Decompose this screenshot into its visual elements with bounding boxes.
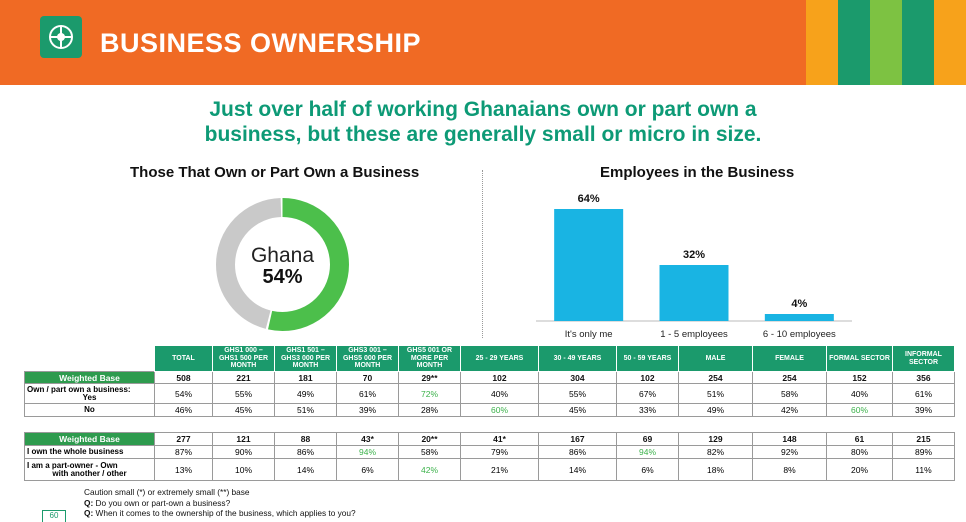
- table-cell: 356: [893, 372, 955, 384]
- row-label: No: [25, 404, 155, 417]
- table-cell: 45%: [213, 404, 275, 417]
- bar-section-title: Employees in the Business: [600, 164, 795, 181]
- header-pattern: [806, 0, 966, 85]
- col-header: 30 - 49 YEARS: [539, 346, 617, 372]
- table-cell: 508: [155, 372, 213, 384]
- table-cell: 55%: [539, 384, 617, 404]
- table-cell: 8%: [753, 459, 827, 481]
- table-cell: 82%: [679, 446, 753, 459]
- col-header: INFORMAL SECTOR: [893, 346, 955, 372]
- col-header: TOTAL: [155, 346, 213, 372]
- caution-note: Caution small (*) or extremely small (**) base: [84, 487, 250, 497]
- table-cell: 41*: [461, 433, 539, 446]
- old-mutual-logo-icon: [40, 16, 82, 58]
- header-blank-cell: [25, 346, 155, 372]
- table-cell: 51%: [679, 384, 753, 404]
- bar-value-label: 64%: [577, 193, 600, 205]
- table-cell: 94%: [617, 446, 679, 459]
- table-cell: 39%: [893, 404, 955, 417]
- table-cell: 86%: [539, 446, 617, 459]
- table-cell: 49%: [679, 404, 753, 417]
- col-header: GHS1 000 – GHS1 500 PER MONTH: [213, 346, 275, 372]
- question-text: When it comes to the ownership of the business, which applies to you?: [95, 508, 356, 518]
- table-cell: 42%: [753, 404, 827, 417]
- col-header: GHS3 001 – GHS5 000 PER MONTH: [337, 346, 399, 372]
- table-cell: 121: [213, 433, 275, 446]
- page-number: 60: [42, 510, 66, 522]
- table-cell: 49%: [275, 384, 337, 404]
- table-cell: 72%: [399, 384, 461, 404]
- table-row: [25, 404, 955, 417]
- table-cell: 61%: [893, 384, 955, 404]
- table-cell: 60%: [827, 404, 893, 417]
- bar-value-label: 4%: [791, 298, 808, 310]
- bar: [660, 265, 729, 321]
- table-cell: 86%: [275, 446, 337, 459]
- row-label-line-1: Own / part own a business:: [27, 384, 131, 394]
- row-label: [25, 459, 155, 481]
- bar: [554, 209, 623, 321]
- table-cell: 102: [461, 372, 539, 384]
- row-label: I own the whole business: [25, 446, 155, 459]
- bar: [765, 314, 834, 321]
- table-cell: 20%: [827, 459, 893, 481]
- employees-bar-chart: [536, 188, 852, 346]
- table-cell: 70: [337, 372, 399, 384]
- table-cell: 40%: [827, 384, 893, 404]
- table-cell: 215: [893, 433, 955, 446]
- table-cell: 152: [827, 372, 893, 384]
- question-prefix: Q:: [84, 497, 94, 508]
- footnotes: [84, 487, 356, 519]
- table-cell: 88: [275, 433, 337, 446]
- table-cell: 21%: [461, 459, 539, 481]
- table-cell: 58%: [753, 384, 827, 404]
- table-cell: 277: [155, 433, 213, 446]
- bar-category-label: 6 - 10 employees: [762, 329, 836, 340]
- table-cell: 61: [827, 433, 893, 446]
- table-cell: 42%: [399, 459, 461, 481]
- table-cell: 45%: [539, 404, 617, 417]
- donut-center-label: [215, 244, 350, 289]
- table-cell: 181: [275, 372, 337, 384]
- table-cell: 29**: [399, 372, 461, 384]
- question-note-2: [84, 508, 356, 519]
- row-label-line-2: with another / other: [52, 468, 127, 478]
- donut-value-label: 54%: [262, 266, 303, 288]
- table-cell: 14%: [539, 459, 617, 481]
- question-note-1: [84, 498, 356, 509]
- table-cell: 33%: [617, 404, 679, 417]
- table-cell: 254: [679, 372, 753, 384]
- table-cell: 13%: [155, 459, 213, 481]
- table-cell: 6%: [617, 459, 679, 481]
- col-header: 50 - 59 YEARS: [617, 346, 679, 372]
- row-label: Weighted Base: [25, 372, 155, 384]
- table-cell: 94%: [337, 446, 399, 459]
- row-label-line-2: Yes: [82, 392, 97, 402]
- table-header-row: [25, 346, 955, 372]
- page-title: BUSINESS OWNERSHIP: [100, 28, 422, 58]
- table-cell: 18%: [679, 459, 753, 481]
- table-cell: 148: [753, 433, 827, 446]
- bar-value-label: 32%: [682, 249, 706, 261]
- col-header: FEMALE: [753, 346, 827, 372]
- table-row: [25, 372, 955, 384]
- section-divider: [482, 170, 483, 338]
- table-cell: 54%: [155, 384, 213, 404]
- ownership-table: [24, 345, 955, 417]
- table-cell: 55%: [213, 384, 275, 404]
- table-row: [25, 446, 955, 459]
- table-cell: 167: [539, 433, 617, 446]
- ownership-type-table: [24, 432, 955, 481]
- header-band: [0, 0, 966, 85]
- col-header: GHS1 501 – GHS3 000 PER MONTH: [275, 346, 337, 372]
- bar-category-label: It's only me: [564, 329, 613, 340]
- row-label: Weighted Base: [25, 433, 155, 446]
- table-cell: 89%: [893, 446, 955, 459]
- table-row: [25, 459, 955, 481]
- table-cell: 254: [753, 372, 827, 384]
- col-header: GHS5 001 OR MORE PER MONTH: [399, 346, 461, 372]
- question-text: Do you own or part-own a business?: [95, 497, 231, 508]
- donut-country-label: Ghana: [250, 244, 315, 267]
- bar-category-label: 1 - 5 employees: [660, 329, 728, 340]
- question-prefix: Q:: [84, 508, 94, 518]
- table-row: [25, 433, 955, 446]
- table-cell: 67%: [617, 384, 679, 404]
- table-cell: 61%: [337, 384, 399, 404]
- headline-line-2: business, but these are generally small or micro in size.: [204, 123, 762, 146]
- row-label-line-1: I am a part-owner - Own: [27, 460, 118, 470]
- table-cell: 11%: [893, 459, 955, 481]
- table-cell: 92%: [753, 446, 827, 459]
- table-row: [25, 384, 955, 404]
- headline: [0, 97, 966, 147]
- table-cell: 58%: [399, 446, 461, 459]
- col-header: 25 - 29 YEARS: [461, 346, 539, 372]
- table-cell: 20**: [399, 433, 461, 446]
- row-label: [25, 384, 155, 404]
- table-cell: 43*: [337, 433, 399, 446]
- table-cell: 304: [539, 372, 617, 384]
- table-cell: 28%: [399, 404, 461, 417]
- table-cell: 87%: [155, 446, 213, 459]
- table-cell: 79%: [461, 446, 539, 459]
- col-header: FORMAL SECTOR: [827, 346, 893, 372]
- table-cell: 80%: [827, 446, 893, 459]
- table-cell: 10%: [213, 459, 275, 481]
- table-cell: 51%: [275, 404, 337, 417]
- col-header: MALE: [679, 346, 753, 372]
- donut-section-title: Those That Own or Part Own a Business: [130, 164, 420, 181]
- table-cell: 46%: [155, 404, 213, 417]
- table-cell: 60%: [461, 404, 539, 417]
- table-cell: 221: [213, 372, 275, 384]
- headline-line-1: Just over half of working Ghanaians own or part own a: [209, 98, 757, 121]
- table-cell: 40%: [461, 384, 539, 404]
- table-cell: 90%: [213, 446, 275, 459]
- table-cell: 69: [617, 433, 679, 446]
- table-cell: 129: [679, 433, 753, 446]
- table-cell: 14%: [275, 459, 337, 481]
- table-cell: 6%: [337, 459, 399, 481]
- table-cell: 102: [617, 372, 679, 384]
- table-cell: 39%: [337, 404, 399, 417]
